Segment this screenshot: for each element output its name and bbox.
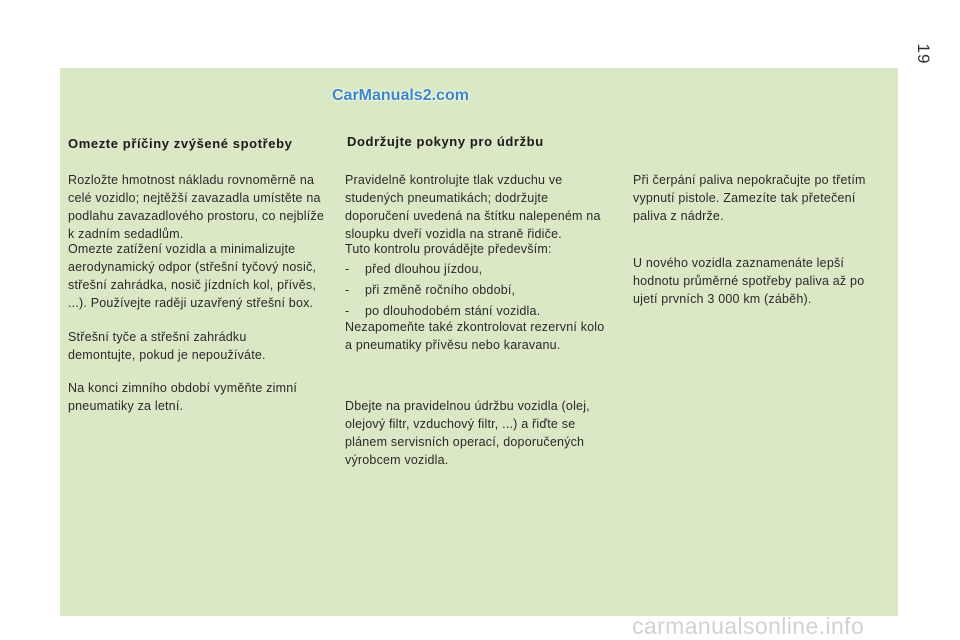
left-paragraph-1: Rozložte hmotnost nákladu rovnoměrně na celé vozidlo; nejtěžší zavazadla umístěte na podlahu zavazadlového prostoru, co nejblíže k zadním sedadlům. [68, 173, 324, 241]
list-item [345, 259, 607, 280]
list-dash: - [345, 304, 350, 318]
left-paragraph-3: Střešní tyče a střešní zahrádku demontujte, pokud je nepoužíváte. [68, 330, 266, 362]
inspection-list [345, 259, 607, 322]
list-item-text: před dlouhou jízdou, [365, 262, 483, 276]
watermark-logo[interactable]: CarManuals2.com [332, 87, 469, 104]
right-paragraph-1: Při čerpání paliva nepokračujte po třetím vypnutí pistole. Zamezíte tak přetečení paliva z nádrže. [633, 173, 866, 223]
watermark-footer[interactable]: carmanualsonline.info [632, 613, 865, 639]
right-paragraph-2: U nového vozidla zaznamenáte lepší hodnotu průměrné spotřeby paliva až po ujetí prvních 3 000 km (záběh). [633, 256, 865, 306]
list-item-text: po dlouhodobém stání vozidla. [365, 304, 541, 318]
middle-paragraph-2: Tuto kontrolu provádějte především: [345, 242, 552, 256]
list-item-text: při změně ročního období, [365, 283, 516, 297]
middle-paragraph-4: Dbejte na pravidelnou údržbu vozidla (olej, olejový filtr, vzduchový filtr, ...) a řiďte se plánem servisních operací, doporučených výrobcem vozidla. [345, 399, 590, 467]
middle-heading: Dodržujte pokyny pro údržbu [347, 134, 544, 149]
middle-paragraph-1: Pravidelně kontrolujte tlak vzduchu ve studených pneumatikách; dodržujte doporučení uvedená na štítku nalepeném na sloupku dveří vozidla na straně řidiče. [345, 173, 601, 241]
middle-paragraph-3: Nezapomeňte také zkontrolovat rezervní kolo a pneumatiky přívěsu nebo karavanu. [345, 320, 605, 352]
list-dash: - [345, 283, 350, 297]
left-paragraph-4: Na konci zimního období vyměňte zimní pneumatiky za letní. [68, 381, 298, 413]
left-paragraph-2: Omezte zatížení vozidla a minimalizujte aerodynamický odpor (střešní tyčový nosič, střešní zahrádka, nosič jízdních kol, přívěs, ...). Používejte raději uzavřený střešní box. [68, 242, 317, 310]
page-number: 19 [914, 43, 933, 65]
left-heading: Omezte příčiny zvýšené spotřeby [68, 136, 293, 151]
list-item [345, 280, 607, 301]
list-dash: - [345, 262, 350, 276]
